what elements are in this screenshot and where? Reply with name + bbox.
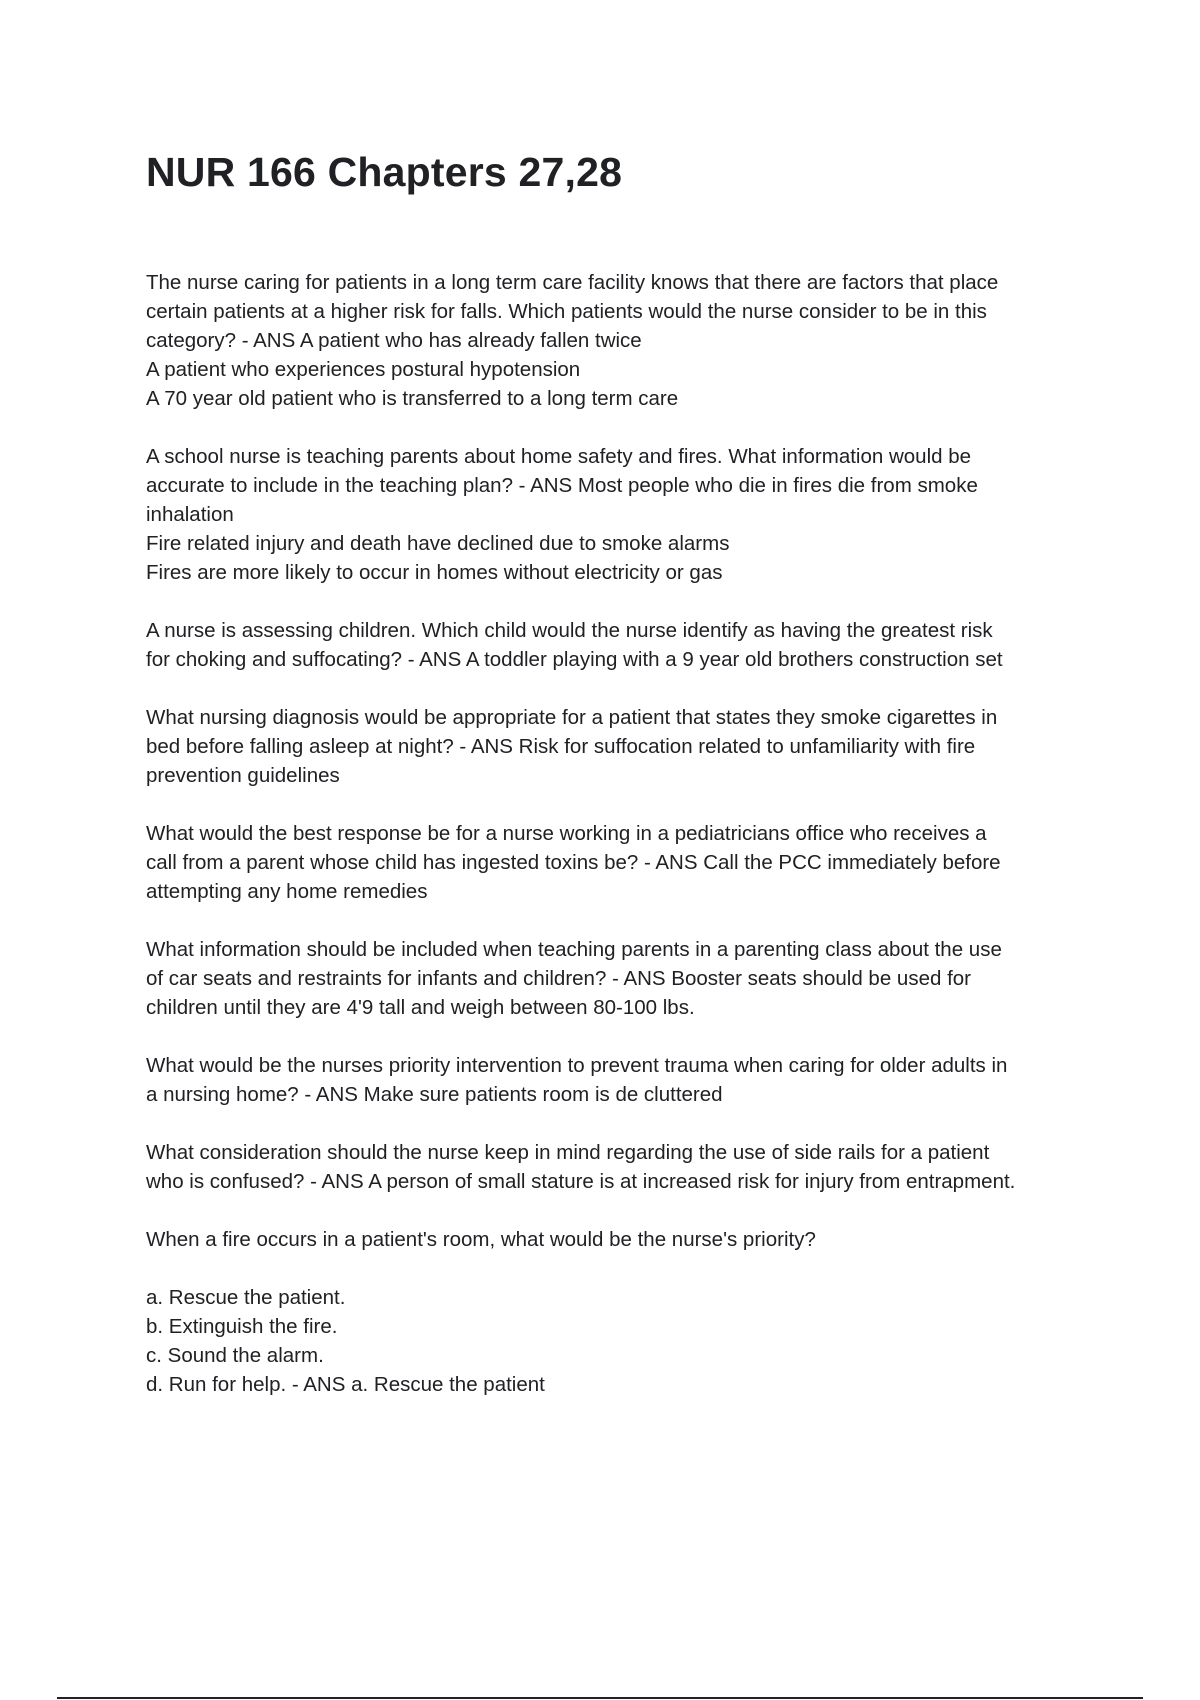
answer-option: a. Rescue the patient. [146, 1286, 346, 1309]
qa-entry-fire-priority-question [146, 1225, 1101, 1254]
text-line: What consideration should the nurse keep in mind regarding the use of side rails for a patient [146, 1141, 990, 1164]
text-line: A 70 year old patient who is transferred to a long term care [146, 387, 679, 410]
text-line: for choking and suffocating? - ANS A toddler playing with a 9 year old brothers construction set [146, 648, 1003, 671]
text-line: prevention guidelines [146, 764, 340, 787]
document-body [146, 268, 1101, 1428]
text-line: A patient who experiences postural hypotension [146, 358, 581, 381]
text-line: who is confused? - ANS A person of small stature is at increased risk for injury from entrapment. [146, 1170, 1016, 1193]
text-line: The nurse caring for patients in a long term care facility knows that there are factors that place [146, 271, 999, 294]
text-line: What would be the nurses priority intervention to prevent trauma when caring for older adults in [146, 1054, 1008, 1077]
text-line: of car seats and restraints for infants and children? - ANS Booster seats should be used for [146, 967, 972, 990]
text-line: What information should be included when teaching parents in a parenting class about the use [146, 938, 1002, 961]
text-line: Fires are more likely to occur in homes without electricity or gas [146, 561, 723, 584]
text-line: certain patients at a higher risk for falls. Which patients would the nurse consider to be in this [146, 300, 987, 323]
text-line: category? - ANS A patient who has already fallen twice [146, 329, 642, 352]
qa-entry-falls-risk [146, 268, 1101, 413]
answer-option: c. Sound the alarm. [146, 1344, 324, 1367]
text-line: When a fire occurs in a patient's room, what would be the nurse's priority? [146, 1228, 816, 1251]
qa-entry-fire-safety [146, 442, 1101, 587]
qa-entry-trauma-prevention [146, 1051, 1101, 1109]
qa-entry-fire-priority-options [146, 1283, 1101, 1399]
text-line: What nursing diagnosis would be appropriate for a patient that states they smoke cigarettes in [146, 706, 998, 729]
text-line: children until they are 4'9 tall and weigh between 80-100 lbs. [146, 996, 695, 1019]
text-line: Fire related injury and death have declined due to smoke alarms [146, 532, 730, 555]
answer-option: d. Run for help. - ANS a. Rescue the patient [146, 1373, 545, 1396]
qa-entry-choking-risk [146, 616, 1101, 674]
text-line: a nursing home? - ANS Make sure patients room is de cluttered [146, 1083, 723, 1106]
text-line: bed before falling asleep at night? - ANS Risk for suffocation related to unfamiliarity with fire [146, 735, 976, 758]
qa-entry-side-rails [146, 1138, 1101, 1196]
qa-entry-toxin-ingestion [146, 819, 1101, 906]
text-line: attempting any home remedies [146, 880, 428, 903]
text-line: inhalation [146, 503, 234, 526]
text-line: accurate to include in the teaching plan? - ANS Most people who die in fires die from smoke [146, 474, 978, 497]
text-line: A nurse is assessing children. Which child would the nurse identify as having the greatest risk [146, 619, 993, 642]
answer-option: b. Extinguish the fire. [146, 1315, 338, 1338]
document-title: NUR 166 Chapters 27,28 [146, 149, 623, 195]
footer-divider [57, 1697, 1143, 1699]
text-line: What would the best response be for a nurse working in a pediatricians office who receives a [146, 822, 987, 845]
text-line: call from a parent whose child has ingested toxins be? - ANS Call the PCC immediately before [146, 851, 1001, 874]
text-line: A school nurse is teaching parents about home safety and fires. What information would be [146, 445, 972, 468]
qa-entry-car-seats [146, 935, 1101, 1022]
qa-entry-nursing-diagnosis [146, 703, 1101, 790]
